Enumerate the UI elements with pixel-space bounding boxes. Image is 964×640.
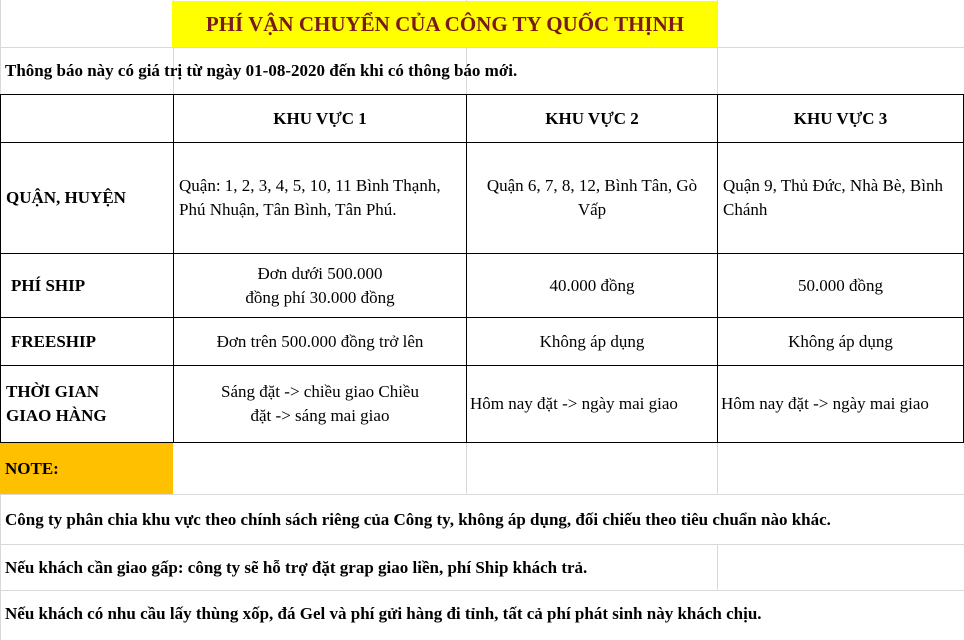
page-title: PHÍ VẬN CHUYỂN CỦA CÔNG TY QUỐC THỊNH [172, 1, 718, 47]
ship-fee-zone-2: 40.000 đồng [549, 275, 635, 295]
note-line: Nếu khách cần giao gấp: công ty sẽ hỗ trợ đặt grap giao liền, phí Ship khách trả. [5, 557, 588, 577]
header-zone-1: KHU VỰC 1 [273, 108, 367, 128]
freeship-zone-1: Đơn trên 500.000 đồng trở lên [216, 331, 424, 351]
validity-notice: Thông báo này có giá trị từ ngày 01-08-2020 đến khi có thông báo mới. [5, 61, 518, 80]
ship-fee-zone-3: 50.000 đồng [798, 275, 883, 295]
delivery-time-zone-3: Hôm nay đặt -> ngày mai giao [721, 394, 929, 413]
header-zone-3: KHU VỰC 3 [793, 108, 888, 128]
districts-zone-2: Quận 6, 7, 8, 12, Bình Tân, Gò Vấp [486, 176, 698, 219]
row-label-ship-fee: PHÍ SHIP [11, 275, 86, 295]
districts-zone-1: Quận: 1, 2, 3, 4, 5, 10, 11 Bình Thạnh, Phú Nhuận, Tân Bình, Tân Phú. [179, 176, 441, 219]
delivery-time-zone-2: Hôm nay đặt -> ngày mai giao [470, 394, 678, 413]
freeship-zone-2: Không áp dụng [539, 331, 645, 351]
note-line: Nếu khách có nhu cầu lấy thùng xốp, đá Gel và phí gửi hàng đi tỉnh, tất cả phí phát sinh này khách chịu. [5, 604, 762, 623]
note-line: Công ty phân chia khu vực theo chính sách riêng của Công ty, không áp dụng, đối chiếu theo tiêu chuẩn nào khác. [5, 509, 831, 529]
note-label: NOTE: [0, 443, 173, 494]
delivery-time-zone-1: Sáng đặt -> chiều giao Chiều đặt -> sáng mai giao [221, 382, 419, 425]
row-label-districts: QUẬN, HUYỆN [6, 188, 126, 207]
districts-zone-3: Quận 9, Thủ Đức, Nhà Bè, Bình Chánh [723, 176, 943, 219]
freeship-zone-3: Không áp dụng [788, 331, 893, 351]
header-zone-2: KHU VỰC 2 [545, 108, 639, 128]
row-label-delivery-time: THỜI GIAN GIAO HÀNG [6, 382, 107, 425]
row-label-freeship: FREESHIP [11, 331, 97, 351]
ship-fee-zone-1: Đơn dưới 500.000 đồng phí 30.000 đồng [245, 263, 395, 307]
